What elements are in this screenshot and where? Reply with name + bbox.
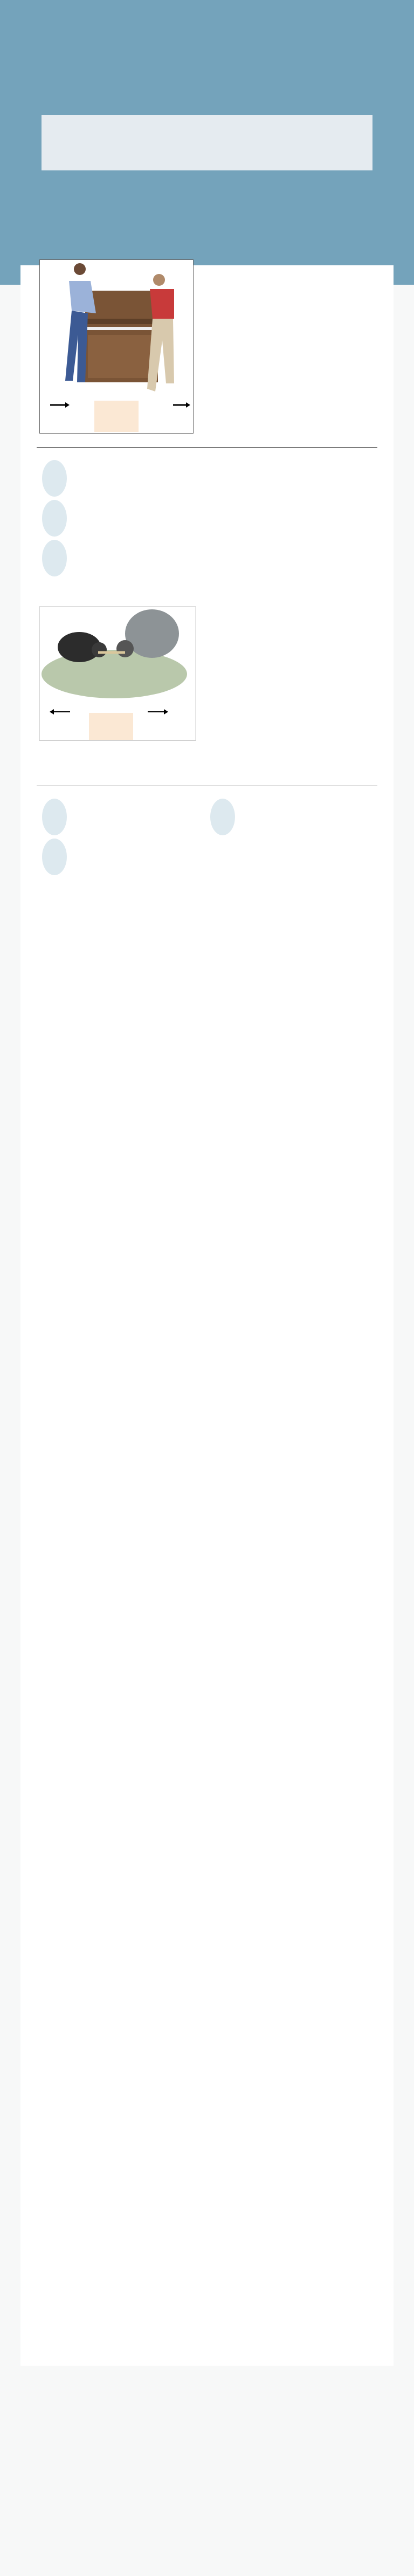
option-a[interactable] [42,460,377,497]
option-letter-b [210,799,235,835]
option-a[interactable] [42,799,210,835]
option-letter-a [42,799,67,835]
worksheet-card [20,265,394,2366]
question-2 [37,527,376,531]
question-1-options [42,460,377,576]
option-letter-c [42,839,67,875]
option-c[interactable] [42,839,210,875]
header-banner [0,0,414,285]
title-bar [42,115,372,170]
option-b[interactable] [210,799,377,835]
option-letter-b [42,500,67,537]
option-letter-a [42,460,67,497]
dogs-tug-of-war-image [39,607,196,741]
divider [37,447,377,448]
option-c[interactable] [42,540,377,576]
piano-pushing-image [39,259,194,434]
option-b[interactable] [42,500,377,537]
option-letter-c [42,540,67,576]
question-2-options [42,799,377,875]
